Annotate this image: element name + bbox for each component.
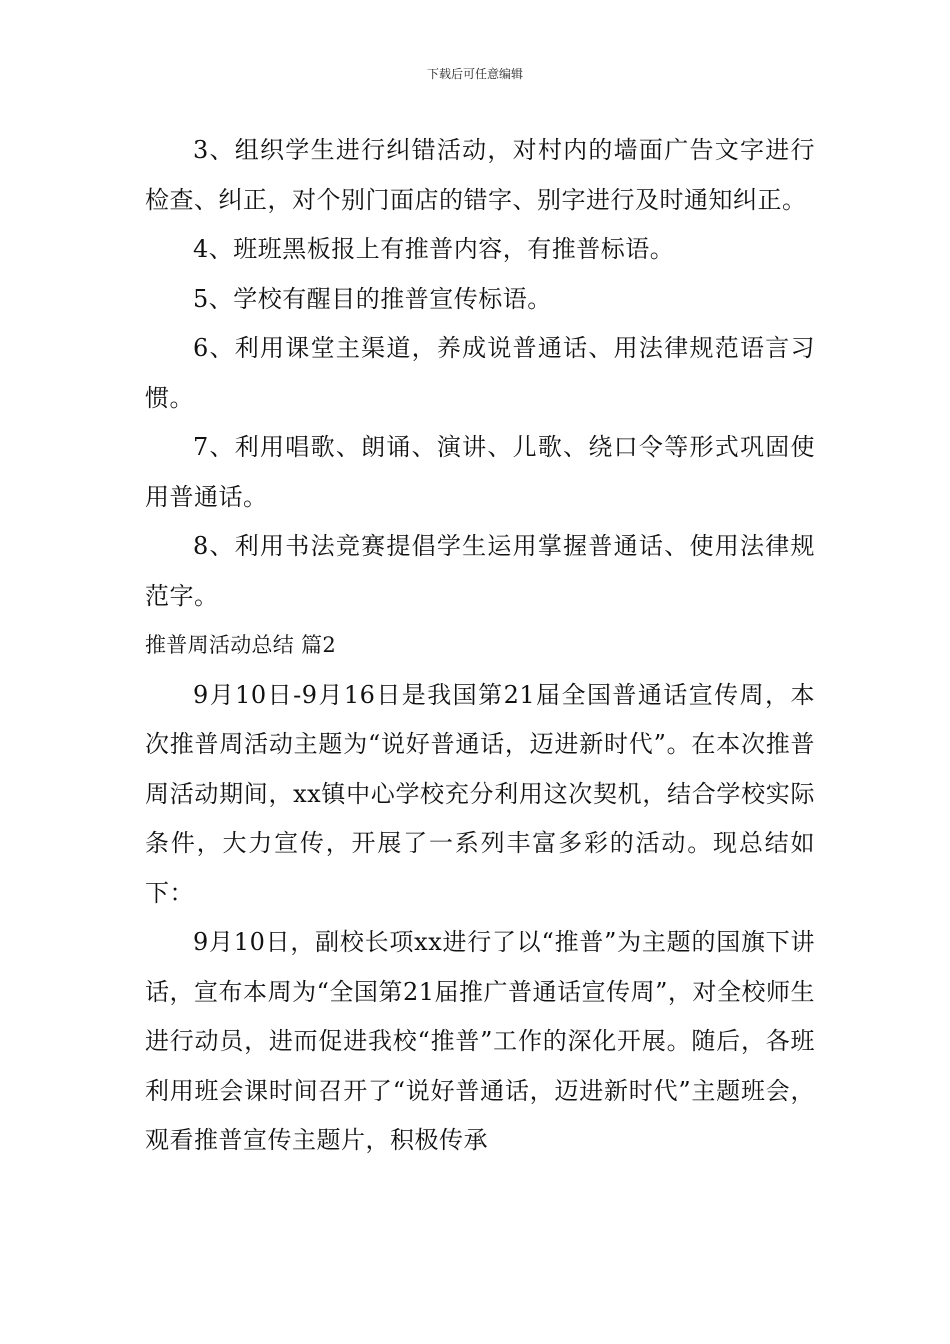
section-title: 推普周活动总结 篇2 bbox=[145, 633, 337, 657]
list-item: 4、班班黑板报上有推普内容，有推普标语。 bbox=[193, 235, 675, 263]
list-item: 8、利用书法竞赛提倡学生运用掌握普通话、使用法律规范字。 bbox=[145, 532, 815, 610]
paragraph: 9月10日，副校长项xx进行了以“推普”为主题的国旗下讲话，宣布本周为“全国第21届推广普通话宣传周”，对全校师生进行动员，进而促进我校“推普”工作的深化开展。随后，各班利用班会课时间召开了“说好普通话，迈进新时代”主题班会，观看推普宣传主题片，积极传承 bbox=[145, 928, 815, 1154]
list-item: 3、组织学生进行纠错活动，对村内的墙面广告文字进行检查、纠正，对个别门面店的错字、别字进行及时通知纠正。 bbox=[145, 136, 815, 214]
list-item: 7、利用唱歌、朗诵、演讲、儿歌、绕口令等形式巩固使用普通话。 bbox=[145, 433, 815, 511]
list-item: 5、学校有醒目的推普宣传标语。 bbox=[193, 284, 552, 313]
page-header: 下载后可任意编辑 bbox=[426, 67, 523, 81]
paragraph: 9月10日-9月16日是我国第21届全国普通话宣传周，本次推普周活动主题为“说好普通话，迈进新时代”。在本次推普周活动期间，xx镇中心学校充分利用这次契机，结合学校实际条件，大力宣传，开展了一系列丰富多彩的活动。现总结如下： bbox=[145, 680, 815, 907]
list-item: 6、利用课堂主渠道，养成说普通话、用法律规范语言习惯。 bbox=[145, 334, 815, 412]
document-body bbox=[145, 126, 815, 1166]
